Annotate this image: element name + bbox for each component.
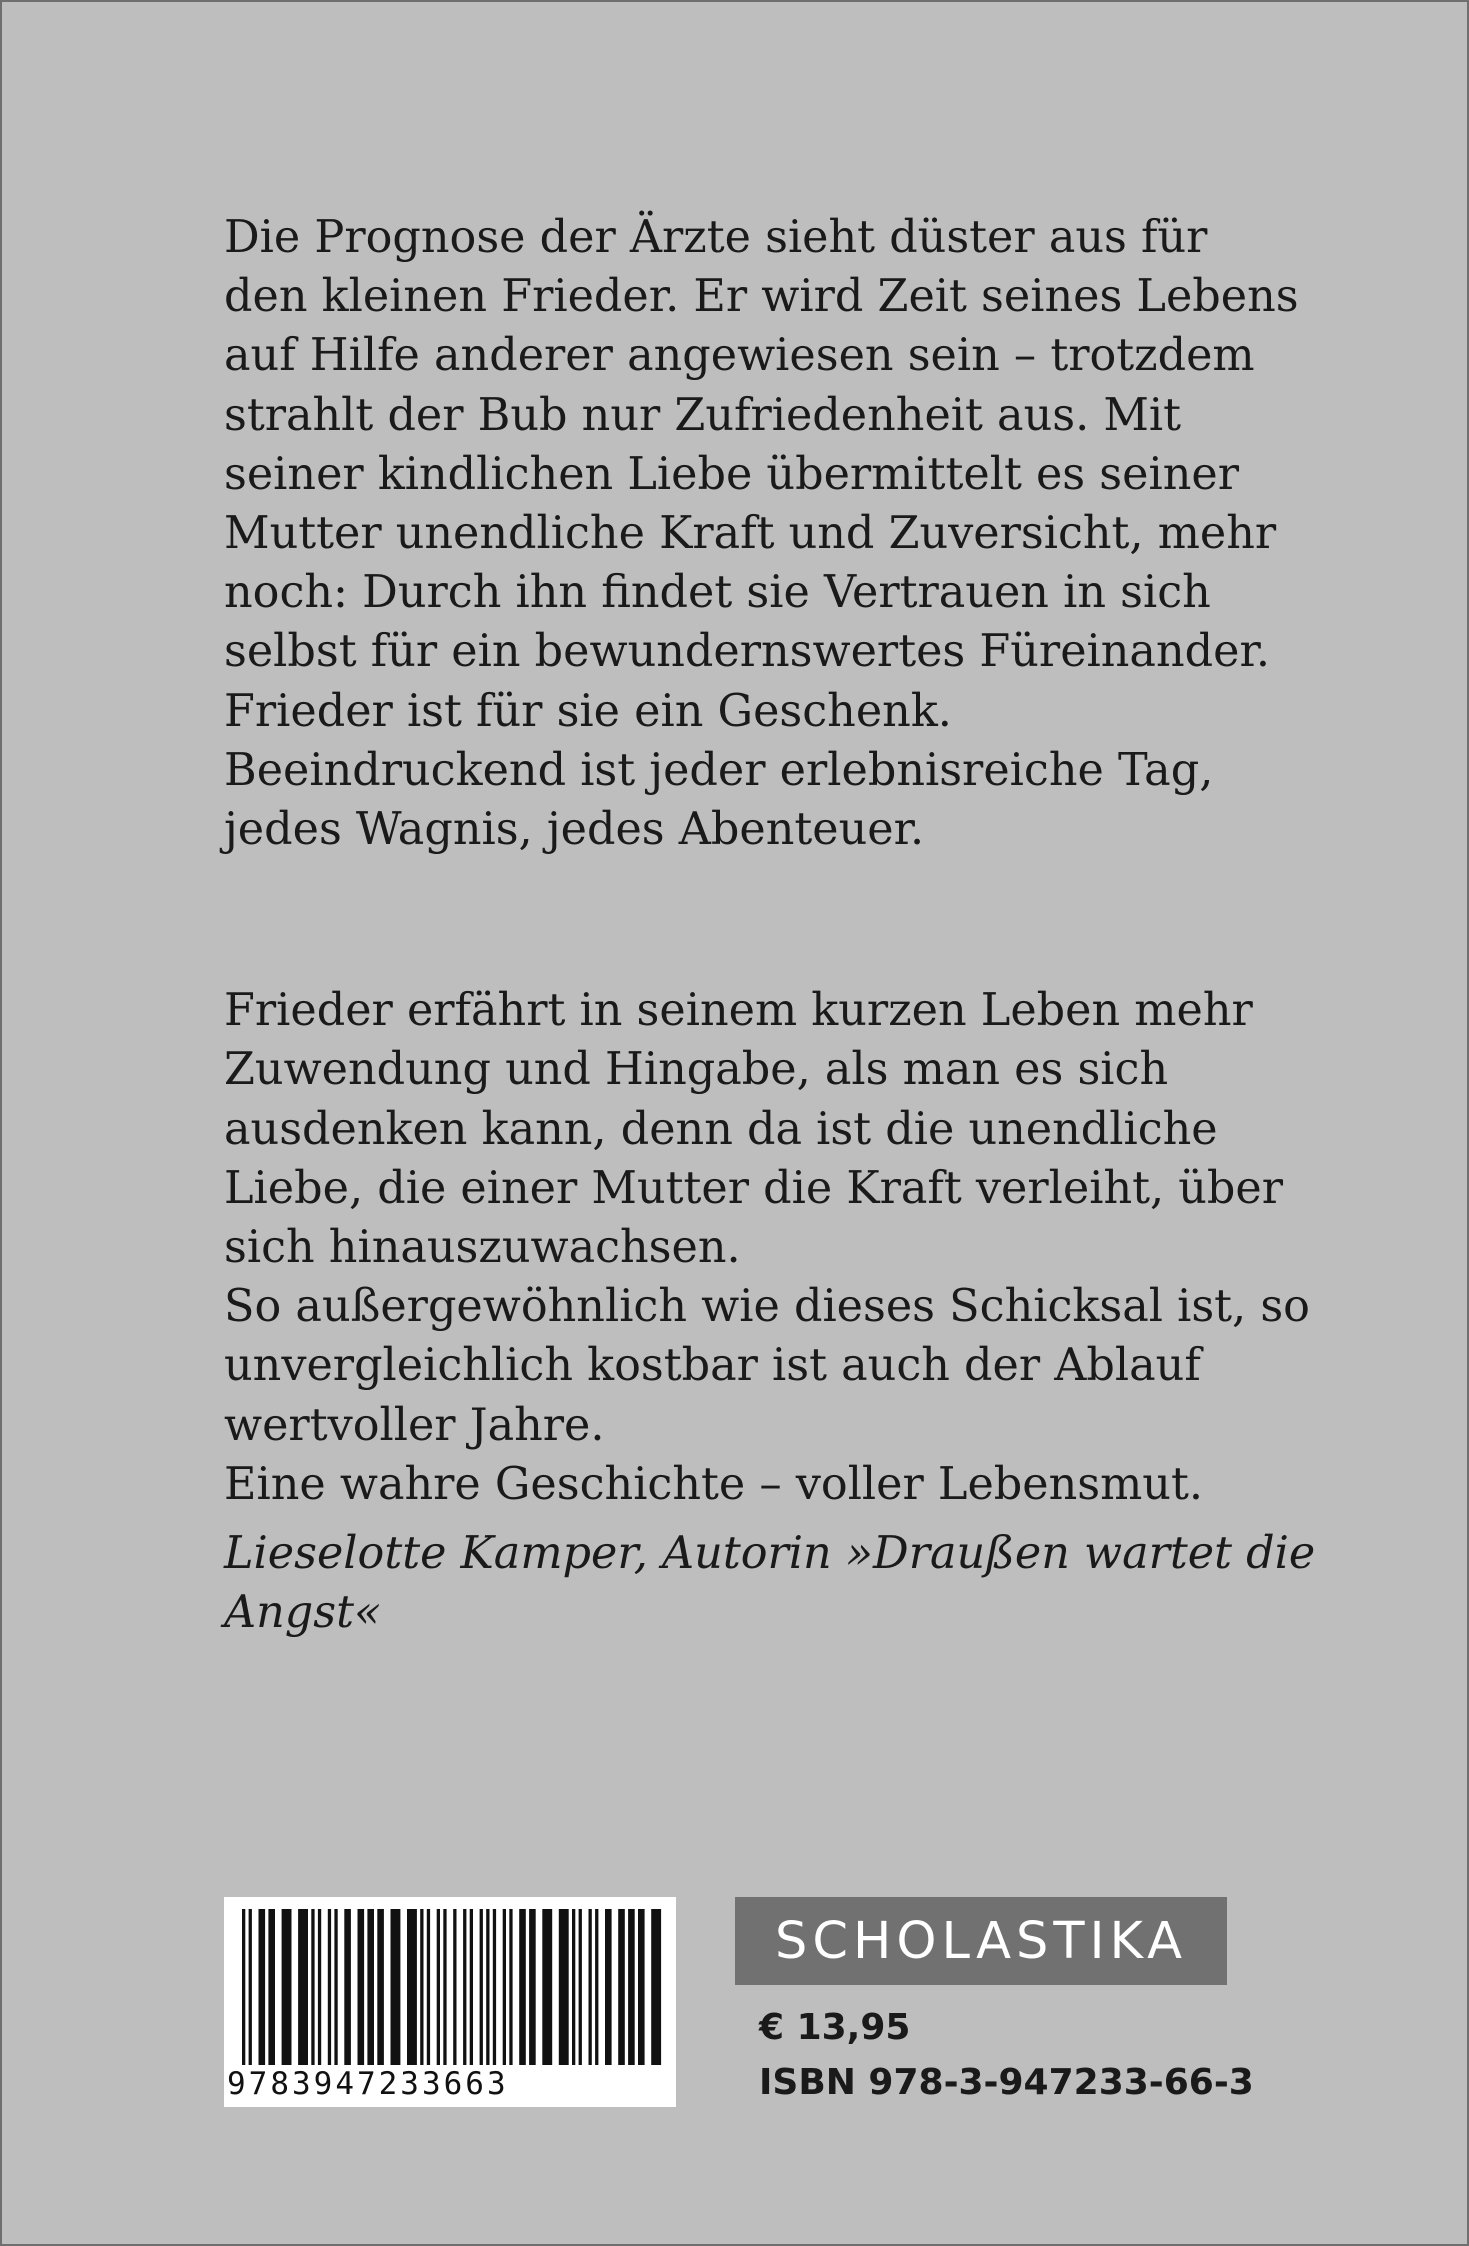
blurb-line: Eine wahre Geschichte – voller Lebensmut. [224, 1458, 1203, 1510]
barcode-bar [358, 1909, 365, 2065]
barcode-bar [559, 1909, 569, 2065]
barcode-bar [453, 1909, 456, 2065]
barcode-bar [282, 1909, 292, 2065]
barcode-bar [367, 1909, 374, 2065]
author-quote [224, 1524, 1374, 1642]
barcode-bar [595, 1909, 598, 2065]
blurb-line: ausdenken kann, denn da ist die unendliche [224, 1103, 1218, 1155]
blurb-line: Beeindruckend ist jeder erlebnisreiche Tag, [224, 744, 1214, 796]
blurb-line: Frieder ist für sie ein Geschenk. [224, 685, 952, 737]
barcode-bar [509, 1909, 512, 2065]
publisher-logo [735, 1897, 1227, 1985]
barcode-bar [298, 1909, 308, 2065]
barcode-bar [486, 1909, 489, 2065]
blurb-text [224, 208, 1374, 1642]
barcode-bar [259, 1909, 266, 2065]
barcode-bar [420, 1909, 423, 2065]
blurb-line: So außergewöhnlich wie dieses Schicksal ist, so [224, 1281, 1310, 1333]
blurb-line: sich hinauszuwachsen. [224, 1222, 741, 1274]
isbn-barcode [224, 1897, 676, 2107]
blurb-line: den kleinen Frieder. Er wird Zeit seines Lebens [224, 271, 1299, 323]
barcode-bar [529, 1909, 536, 2065]
price: € 13,95 [759, 2007, 911, 2048]
blurb-line: jedes Wagnis, jedes Abenteuer. [224, 804, 925, 856]
barcode-bar [519, 1909, 526, 2065]
barcode-bar [638, 1909, 645, 2065]
blurb-paragraph-1 [224, 208, 1374, 859]
barcode-bar [249, 1909, 252, 2065]
blurb-line: Frieder erfährt in seinem kurzen Leben mehr [224, 985, 1253, 1037]
blurb-line: seiner kindlichen Liebe übermittelt es seiner [224, 448, 1239, 500]
blurb-line: Die Prognose der Ärzte sieht düster aus für [224, 212, 1208, 263]
barcode-bar [437, 1909, 440, 2065]
blurb-line: Zuwendung und Hingabe, als man es sich [224, 1044, 1169, 1096]
publisher-name: SCHOLASTIKA [775, 1911, 1187, 1971]
barcode-bar [427, 1909, 430, 2065]
barcode-bar [503, 1909, 506, 2065]
blurb-line: selbst für ein bewundernswertes Füreinander. [224, 626, 1270, 678]
barcode-bar [311, 1909, 314, 2065]
barcode-bar [605, 1909, 612, 2065]
barcode-bar [542, 1909, 552, 2065]
barcode-bar [377, 1909, 384, 2065]
barcode-bar [407, 1909, 417, 2065]
blurb-line: auf Hilfe anderer angewiesen sein – trotzdem [224, 330, 1255, 382]
barcode-bar [651, 1909, 661, 2065]
barcode-bar [443, 1909, 446, 2065]
blurb-line: wertvoller Jahre. [224, 1399, 605, 1451]
barcode-bar [589, 1909, 592, 2065]
barcode-bar [463, 1909, 466, 2065]
quote-line: Lieselotte Kamper, Autorin »Draußen wartet die [224, 1528, 1316, 1580]
barcode-bar [344, 1909, 351, 2065]
blurb-paragraph-2 [224, 981, 1374, 1514]
barcode-digits: 9783947233663 [227, 2067, 670, 2101]
barcode-bar [318, 1909, 321, 2065]
barcode-bar [334, 1909, 337, 2065]
barcode-bar [480, 1909, 483, 2065]
barcode-bar [328, 1909, 331, 2065]
blurb-line: noch: Durch ihn findet sie Vertrauen in sich [224, 567, 1211, 619]
barcode-bar [268, 1909, 275, 2065]
barcode-bar [242, 1909, 245, 2065]
barcode-bar [628, 1909, 635, 2065]
barcode-bar [493, 1909, 496, 2065]
isbn-number: ISBN 978-3-947233-66-3 [759, 2062, 1254, 2103]
blurb-line: Mutter unendliche Kraft und Zuversicht, mehr [224, 508, 1277, 560]
barcode-bar [579, 1909, 582, 2065]
blurb-line: strahlt der Bub nur Zufriedenheit aus. Mit [224, 389, 1182, 441]
barcode-bar [470, 1909, 473, 2065]
barcode-bar [391, 1909, 401, 2065]
quote-line: Angst« [224, 1587, 382, 1639]
blurb-line: unvergleichlich kostbar ist auch der Ablauf [224, 1340, 1201, 1392]
blurb-line: Liebe, die einer Mutter die Kraft verleiht, über [224, 1162, 1284, 1214]
barcode-bar [572, 1909, 575, 2065]
barcode-bar [618, 1909, 625, 2065]
